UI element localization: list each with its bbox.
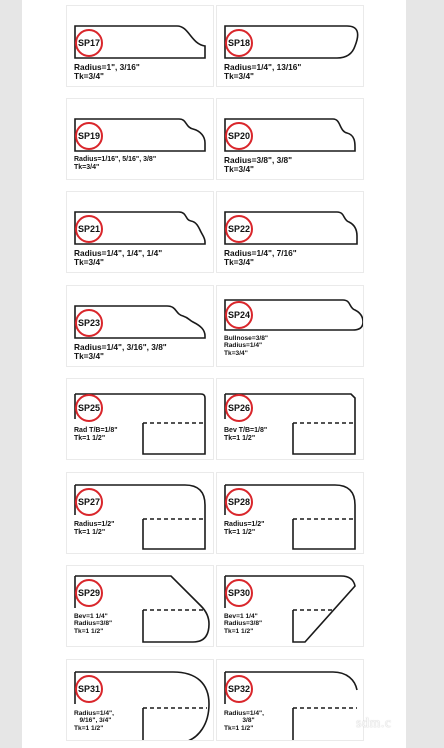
profile-card-sp19 xyxy=(66,98,214,180)
profile-card-sp27 xyxy=(66,472,214,554)
profile-card-sp28 xyxy=(216,472,364,554)
profile-card-sp30 xyxy=(216,565,364,647)
profile-code-badge: SP27 xyxy=(75,488,103,516)
profile-spec: Bullnose=3/8" Radius=1/4" Tk=3/4" xyxy=(224,335,268,357)
profile-spec: Radius=1/4", 1/4", 1/4" Tk=3/4" xyxy=(74,248,163,268)
right-margin xyxy=(406,0,444,748)
profile-code-badge: SP32 xyxy=(225,675,253,703)
profile-spec: Rad T/B=1/8" Tk=1 1/2" xyxy=(74,427,118,442)
profile-code-badge: SP17 xyxy=(75,29,103,57)
profile-code-badge: SP18 xyxy=(225,29,253,57)
profile-card-sp18 xyxy=(216,5,364,87)
profile-code-badge: SP19 xyxy=(75,122,103,150)
profile-card-sp32 xyxy=(216,659,364,741)
profile-card-sp29 xyxy=(66,565,214,647)
watermark-text: sdm.c xyxy=(356,716,392,731)
profile-code-badge: SP29 xyxy=(75,579,103,607)
profile-code-badge: SP22 xyxy=(225,215,253,243)
profile-code-badge: SP23 xyxy=(75,309,103,337)
profile-card-sp17 xyxy=(66,5,214,87)
profile-code-badge: SP21 xyxy=(75,215,103,243)
profile-spec: Bev=1 1/4" Radius=3/8" Tk=1 1/2" xyxy=(74,613,113,635)
profile-spec: Radius=1/16", 5/16", 3/8" Tk=3/4" xyxy=(74,156,157,171)
profile-card-sp22 xyxy=(216,191,364,273)
profile-spec: Radius=1/4", 9/16", 3/4" Tk=1 1/2" xyxy=(74,710,114,732)
profile-code-badge: SP31 xyxy=(75,675,103,703)
profile-code-badge: SP26 xyxy=(225,394,253,422)
profile-spec: Radius=3/8", 3/8" Tk=3/4" xyxy=(224,155,293,175)
profile-spec: Radius=1/2" Tk=1 1/2" xyxy=(224,521,265,536)
profile-code-badge: SP30 xyxy=(225,579,253,607)
edge-profile-chart xyxy=(22,0,406,748)
profile-card-sp31 xyxy=(66,659,214,741)
profile-spec: Radius=1", 3/16" Tk=3/4" xyxy=(74,62,140,82)
profile-code-badge: SP25 xyxy=(75,394,103,422)
profile-code-badge: SP20 xyxy=(225,122,253,150)
profile-spec: Radius=1/4", 3/8" Tk=1 1/2" xyxy=(224,710,264,732)
profile-spec: Radius=1/4", 3/16", 3/8" Tk=3/4" xyxy=(74,342,167,362)
profile-card-sp25 xyxy=(66,378,214,460)
profile-spec: Radius=1/2" Tk=1 1/2" xyxy=(74,521,115,536)
profile-spec: Bev=1 1/4" Radius=3/8" Tk=1 1/2" xyxy=(224,613,263,635)
profile-code-badge: SP24 xyxy=(225,301,253,329)
left-margin xyxy=(0,0,22,748)
profile-card-sp26 xyxy=(216,378,364,460)
profile-spec: Bev T/B=1/8" Tk=1 1/2" xyxy=(224,427,268,442)
profile-card-sp21 xyxy=(66,191,214,273)
profile-card-sp20 xyxy=(216,98,364,180)
profile-card-sp24 xyxy=(216,285,364,367)
profile-card-sp23 xyxy=(66,285,214,367)
profile-spec: Radius=1/4", 7/16" Tk=3/4" xyxy=(224,248,297,268)
profile-code-badge: SP28 xyxy=(225,488,253,516)
profile-spec: Radius=1/4", 13/16" Tk=3/4" xyxy=(224,62,302,82)
